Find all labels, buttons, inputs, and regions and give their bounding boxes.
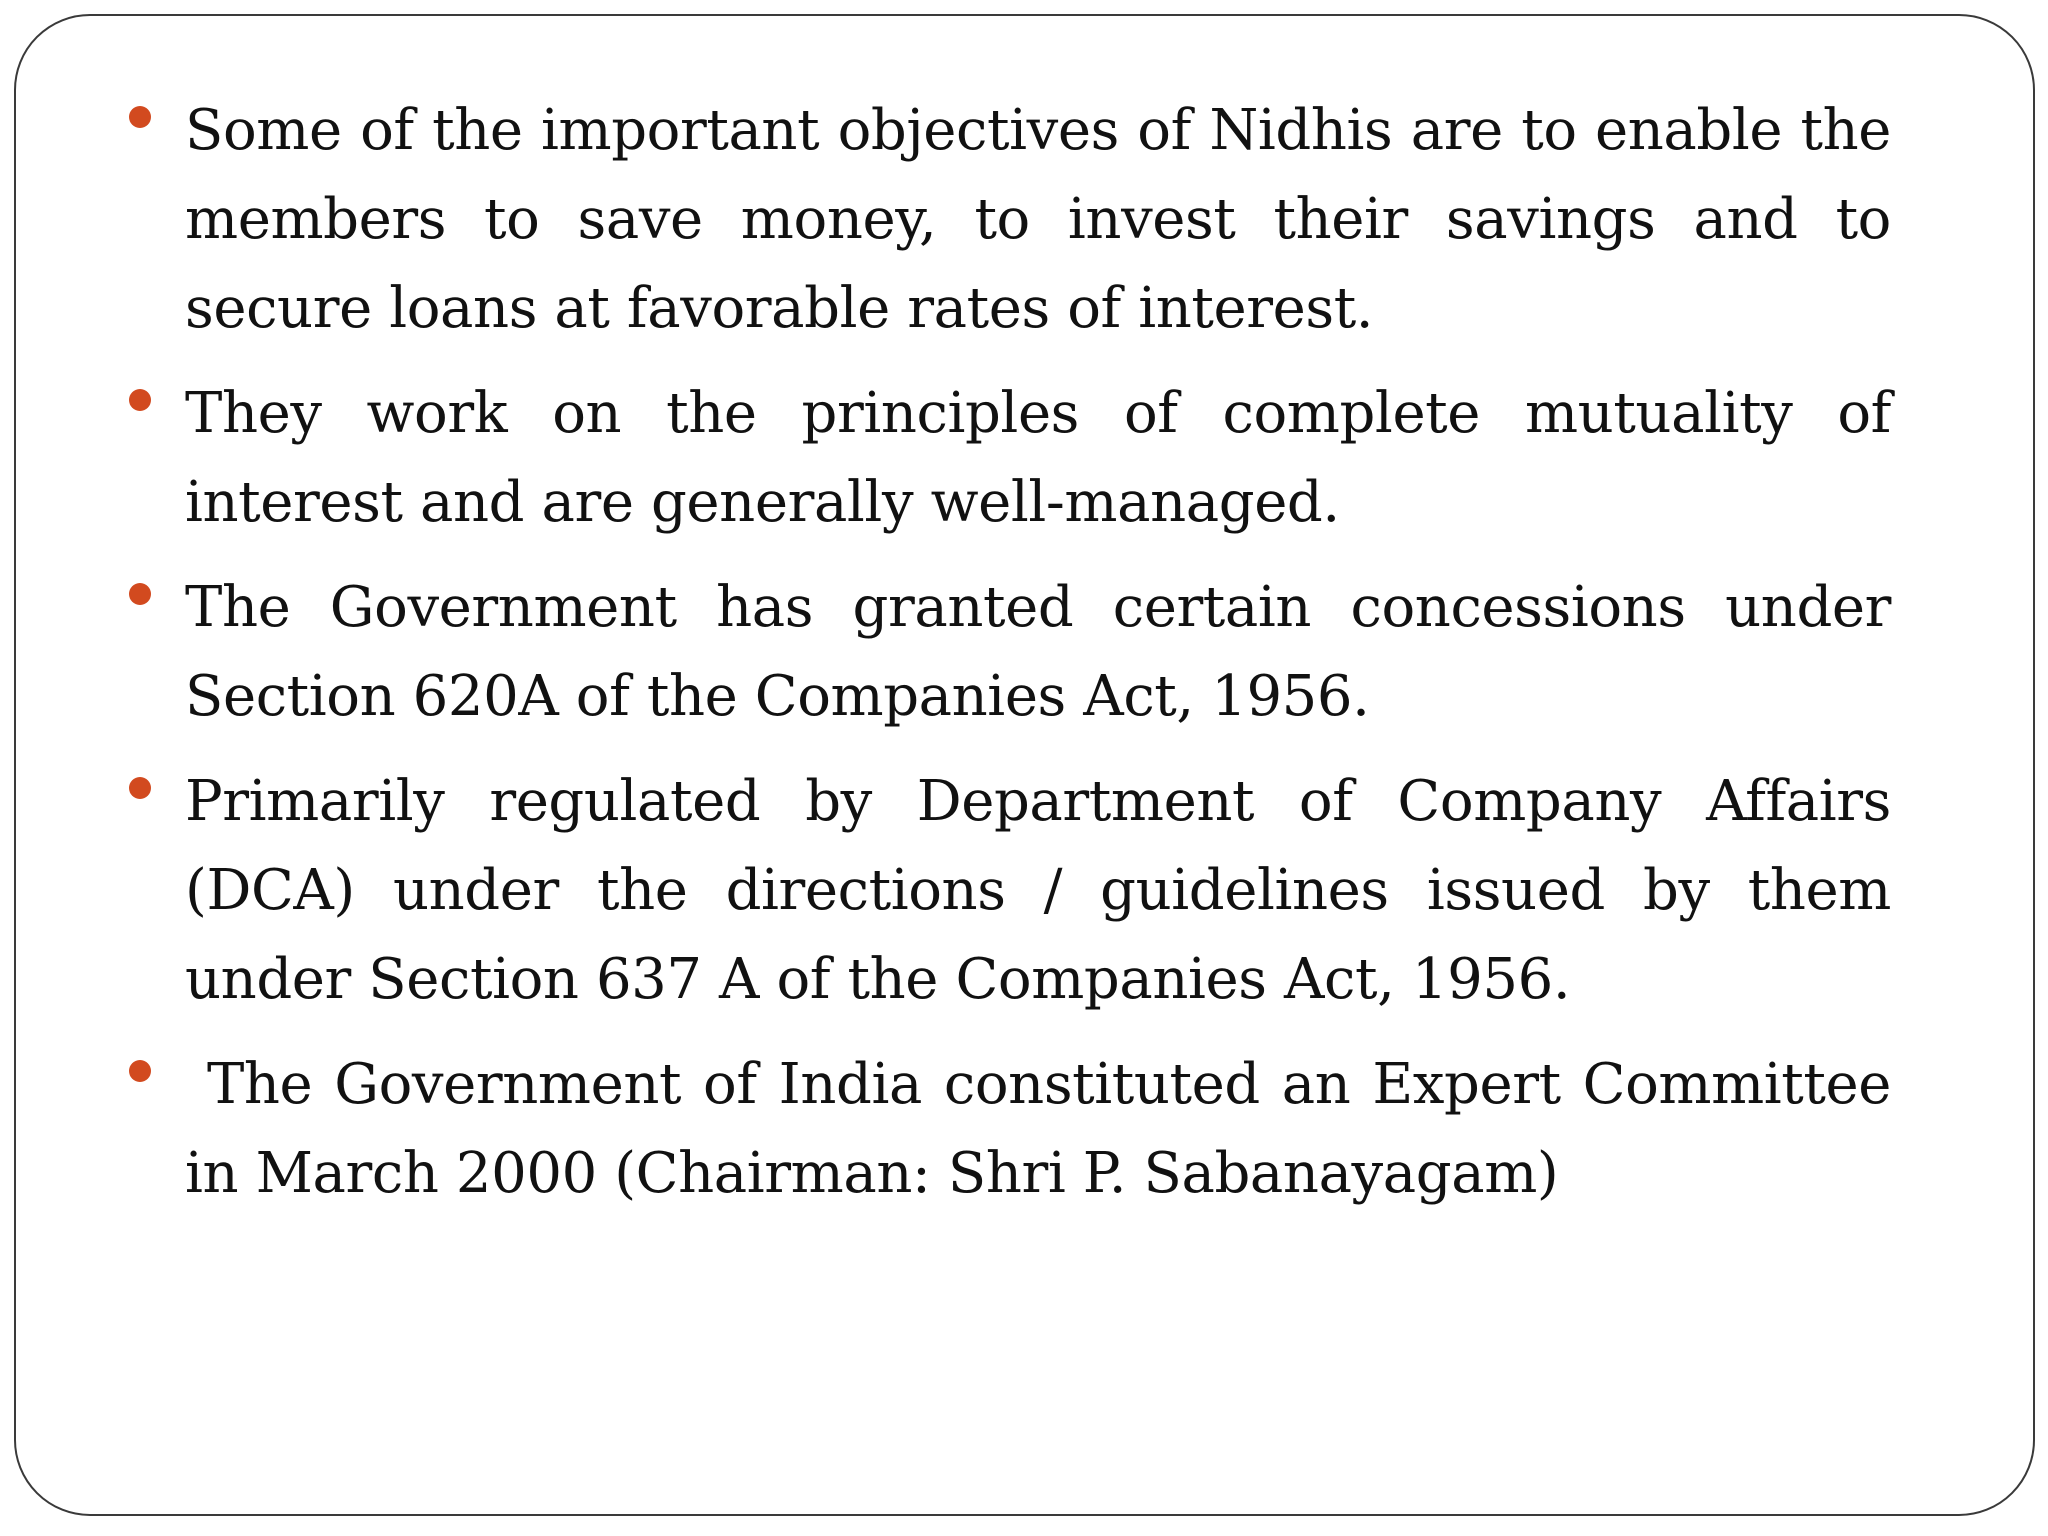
bullet-item <box>185 86 1909 353</box>
bullet-dot-icon <box>129 106 151 128</box>
bullet-list <box>185 86 1909 1234</box>
bullet-text: The Government has granted certain concessions under Section 620A of the Companies Act, 1956. <box>185 575 1909 729</box>
bullet-text: They work on the principles of complete mutuality of interest and are generally well-managed. <box>185 381 1909 535</box>
bullet-text: The Government of India constituted an Expert Committee in March 2000 (Chairman: Shri P. Sabanayagam) <box>185 1052 1909 1206</box>
bullet-text: Some of the important objectives of Nidhis are to enable the members to save money, to invest their savings and to secure loans at favorable rates of interest. <box>185 98 1909 341</box>
bullet-item <box>185 1040 1909 1218</box>
bullet-dot-icon <box>129 777 151 799</box>
bullet-dot-icon <box>129 389 151 411</box>
bullet-text: Primarily regulated by Department of Company Affairs (DCA) under the directions / guidelines issued by them under Section 637 A of the Companies Act, 1956. <box>185 769 1909 1012</box>
bullet-item <box>185 563 1909 741</box>
bullet-dot-icon <box>129 1060 151 1082</box>
bullet-item <box>185 757 1909 1024</box>
bullet-dot-icon <box>129 583 151 605</box>
bullet-item <box>185 369 1909 547</box>
